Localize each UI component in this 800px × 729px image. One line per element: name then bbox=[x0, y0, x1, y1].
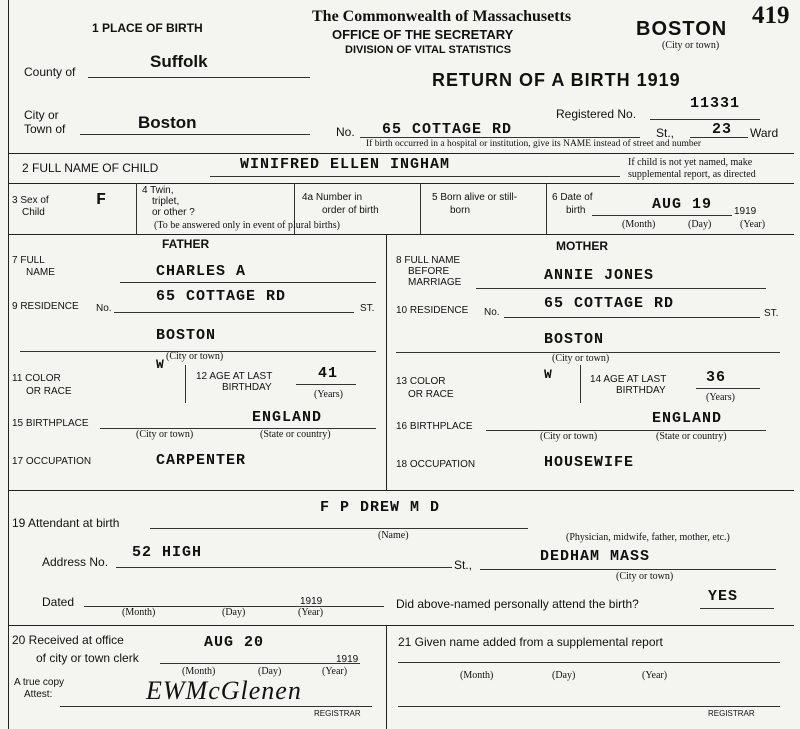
registered-value: 11331 bbox=[690, 95, 741, 112]
born-label-1: 5 Born alive or still- bbox=[432, 192, 518, 203]
father-no-label: No. bbox=[96, 303, 112, 314]
child-name-value: WINIFRED ELLEN INGHAM bbox=[240, 156, 451, 173]
mother-age-value: 36 bbox=[706, 369, 727, 386]
father-city-hint: (City or town) bbox=[166, 351, 224, 362]
registered-label: Registered No. bbox=[556, 107, 637, 121]
plural-note: (To be answered only in event of plural births) bbox=[154, 220, 340, 231]
mother-name-label-1: 8 FULL NAME bbox=[396, 255, 461, 266]
attendant-value: F P DREW M D bbox=[320, 499, 441, 516]
father-age-label-1: 12 AGE AT LAST bbox=[196, 371, 273, 382]
child-name-line bbox=[210, 176, 620, 177]
father-occupation-value: CARPENTER bbox=[156, 452, 247, 469]
attend-answer-line bbox=[700, 608, 774, 609]
address-city-hint: (City or town) bbox=[616, 571, 674, 582]
sex-label-2: Child bbox=[22, 207, 45, 218]
father-city-hint-2: (City or town) bbox=[136, 429, 194, 440]
mother-name-value: ANNIE JONES bbox=[544, 267, 655, 284]
middle-divider bbox=[386, 234, 387, 490]
street-no-label: No. bbox=[336, 125, 355, 139]
name-note-1: If child is not yet named, make bbox=[628, 157, 753, 168]
father-age-label-2: BIRTHDAY bbox=[222, 382, 272, 393]
received-label-2: of city or town clerk bbox=[36, 651, 139, 665]
mother-heading: MOTHER bbox=[556, 239, 608, 253]
father-heading: FATHER bbox=[162, 237, 210, 251]
division-title: DIVISION OF VITAL STATISTICS bbox=[345, 44, 512, 56]
city-or-town-hint: (City or town) bbox=[662, 40, 720, 51]
father-age-line bbox=[296, 384, 356, 385]
office-title: OFFICE OF THE SECRETARY bbox=[332, 27, 514, 42]
twin-label-1: 4 Twin, bbox=[142, 185, 174, 196]
registrar-label-right: REGISTRAR bbox=[708, 709, 755, 718]
dated-year: 1919 bbox=[300, 596, 323, 607]
bottom-divider bbox=[386, 625, 387, 729]
mother-birthplace-value: ENGLAND bbox=[652, 410, 723, 427]
mother-color-label-1: 13 COLOR bbox=[396, 376, 446, 387]
mother-name-label-2: BEFORE bbox=[408, 266, 450, 277]
father-age-value: 41 bbox=[318, 365, 339, 382]
mother-occupation-value: HOUSEWIFE bbox=[544, 454, 635, 471]
received-label-1: 20 Received at office bbox=[12, 633, 124, 647]
mother-color-value: W bbox=[544, 367, 553, 382]
commonwealth-title: The Commonwealth of Massachusetts bbox=[312, 8, 572, 25]
birth-date-value: AUG 19 bbox=[652, 196, 713, 213]
divider-mother-age bbox=[580, 365, 581, 403]
divider-born bbox=[546, 183, 547, 234]
county-line bbox=[88, 77, 310, 78]
mother-residence-label: 10 RESIDENCE bbox=[396, 305, 469, 316]
address-line bbox=[116, 567, 452, 568]
dated-month-hint: (Month) bbox=[122, 607, 156, 618]
attendant-name-hint: (Name) bbox=[378, 530, 409, 541]
father-occupation-label: 17 OCCUPATION bbox=[12, 456, 92, 467]
born-label-2: born bbox=[450, 205, 471, 216]
father-state-hint: (State or country) bbox=[260, 429, 331, 440]
street-value: 65 COTTAGE RD bbox=[382, 121, 513, 138]
address-st-label: St., bbox=[454, 558, 473, 572]
date-line bbox=[592, 215, 732, 216]
ward-value: 23 bbox=[712, 121, 733, 138]
father-birthplace-value: ENGLAND bbox=[252, 409, 323, 426]
rule-2 bbox=[8, 183, 794, 184]
divider-order bbox=[420, 183, 421, 234]
father-name-line bbox=[120, 282, 376, 283]
father-city-value: BOSTON bbox=[156, 327, 217, 344]
father-years-hint: (Years) bbox=[314, 389, 343, 400]
attest-label-2: Attest: bbox=[24, 689, 53, 700]
mother-state-hint: (State or country) bbox=[656, 431, 727, 442]
dated-year-hint: (Year) bbox=[298, 607, 324, 618]
attend-answer: YES bbox=[708, 588, 739, 605]
received-date-value: AUG 20 bbox=[204, 634, 265, 651]
signature-line-right bbox=[398, 706, 780, 707]
address-label: Address No. bbox=[42, 555, 109, 569]
mother-occupation-label: 18 OCCUPATION bbox=[396, 459, 476, 470]
birth-month-hint: (Month) bbox=[622, 219, 656, 230]
address-city-value: DEDHAM MASS bbox=[540, 548, 651, 565]
rule-4 bbox=[8, 490, 794, 491]
father-name-label-2: NAME bbox=[26, 267, 55, 278]
rule-1 bbox=[8, 153, 794, 154]
father-st-label: ST. bbox=[360, 303, 375, 314]
attendant-line bbox=[150, 528, 528, 529]
mother-city-hint: (City or town) bbox=[552, 353, 610, 364]
st-label: St., bbox=[656, 126, 675, 140]
father-birthplace-label: 15 BIRTHPLACE bbox=[12, 418, 89, 429]
attest-label-1: A true copy bbox=[14, 677, 65, 688]
father-color-label-2: OR RACE bbox=[26, 386, 72, 397]
hospital-note: If birth occurred in a hospital or institution, give its NAME instead of street and number bbox=[366, 139, 702, 149]
supplemental-year-hint: (Year) bbox=[642, 670, 668, 681]
birth-year: 1919 bbox=[734, 206, 757, 217]
father-color-value: W bbox=[156, 357, 165, 372]
city-stamp: BOSTON bbox=[636, 18, 728, 40]
dated-day-hint: (Day) bbox=[222, 607, 246, 618]
father-name-value: CHARLES A bbox=[156, 263, 247, 280]
supplemental-day-hint: (Day) bbox=[552, 670, 576, 681]
ward-label: Ward bbox=[750, 126, 779, 140]
address-city-line bbox=[480, 569, 776, 570]
mother-birthplace-label: 16 BIRTHPLACE bbox=[396, 421, 473, 432]
city-label-2: Town of bbox=[24, 122, 66, 136]
twin-label-3: or other ? bbox=[152, 207, 195, 218]
mother-name-line bbox=[476, 288, 766, 289]
registrar-signature: EWMcGlenen bbox=[146, 676, 302, 705]
mother-years-hint: (Years) bbox=[706, 392, 735, 403]
rule-3 bbox=[8, 234, 794, 235]
sex-label-1: 3 Sex of bbox=[12, 195, 49, 206]
father-name-label-1: 7 FULL bbox=[12, 255, 45, 266]
rule-5 bbox=[8, 625, 794, 626]
divider-father-age bbox=[185, 365, 186, 403]
county-value: Suffolk bbox=[150, 52, 208, 71]
return-title: RETURN OF A BIRTH 1919 bbox=[432, 70, 681, 90]
date-label-1: 6 Date of bbox=[552, 192, 593, 203]
mother-age-label-1: 14 AGE AT LAST bbox=[590, 374, 667, 385]
city-value: Boston bbox=[138, 113, 197, 132]
father-residence-label: 9 RESIDENCE bbox=[12, 301, 79, 312]
father-residence-line bbox=[114, 312, 354, 313]
received-month-hint: (Month) bbox=[182, 666, 216, 677]
supplemental-line bbox=[398, 662, 780, 663]
attendant-label: 19 Attendant at birth bbox=[12, 516, 120, 530]
child-name-label: 2 FULL NAME OF CHILD bbox=[22, 161, 159, 175]
city-label-1: City or bbox=[24, 108, 59, 122]
received-line bbox=[160, 663, 360, 664]
birth-day-hint: (Day) bbox=[688, 219, 712, 230]
received-year-hint: (Year) bbox=[322, 666, 348, 677]
registrar-label-left: REGISTRAR bbox=[314, 709, 361, 718]
registered-line bbox=[650, 119, 760, 120]
birth-year-hint: (Year) bbox=[740, 219, 766, 230]
left-border bbox=[8, 0, 9, 729]
mother-age-line bbox=[696, 388, 760, 389]
father-residence-value: 65 COTTAGE RD bbox=[156, 288, 287, 305]
twin-label-2: triplet, bbox=[152, 196, 180, 207]
mother-no-label: No. bbox=[484, 307, 500, 318]
order-label-1: 4a Number in bbox=[302, 192, 363, 203]
page-number: 419 bbox=[752, 2, 790, 29]
sex-value: F bbox=[96, 191, 108, 210]
mother-residence-value: 65 COTTAGE RD bbox=[544, 295, 675, 312]
place-of-birth-heading: 1 PLACE OF BIRTH bbox=[92, 21, 203, 35]
date-label-2: birth bbox=[566, 205, 586, 216]
father-color-label-1: 11 COLOR bbox=[12, 373, 61, 384]
mother-city-hint-2: (City or town) bbox=[540, 431, 598, 442]
attendant-role-hint: (Physician, midwife, father, mother, etc.) bbox=[566, 532, 730, 543]
supplemental-label: 21 Given name added from a supplemental report bbox=[398, 635, 663, 649]
divider-sex bbox=[136, 183, 137, 234]
attend-question: Did above-named personally attend the birth? bbox=[396, 597, 639, 611]
address-number-value: 52 HIGH bbox=[132, 544, 203, 561]
mother-residence-line bbox=[504, 317, 760, 318]
dated-label: Dated bbox=[42, 595, 75, 609]
mother-st-label: ST. bbox=[764, 308, 779, 319]
signature-line bbox=[60, 706, 372, 707]
mother-name-label-3: MARRIAGE bbox=[408, 277, 462, 288]
mother-city-value: BOSTON bbox=[544, 331, 605, 348]
received-day-hint: (Day) bbox=[258, 666, 282, 677]
mother-color-label-2: OR RACE bbox=[408, 389, 454, 400]
order-label-2: order of birth bbox=[322, 205, 379, 216]
received-year: 1919 bbox=[336, 654, 359, 665]
county-label: County of bbox=[24, 65, 76, 79]
supplemental-month-hint: (Month) bbox=[460, 670, 494, 681]
name-note-2: supplemental report, as directed bbox=[628, 169, 756, 180]
city-line bbox=[80, 134, 310, 135]
mother-age-label-2: BIRTHDAY bbox=[616, 385, 666, 396]
